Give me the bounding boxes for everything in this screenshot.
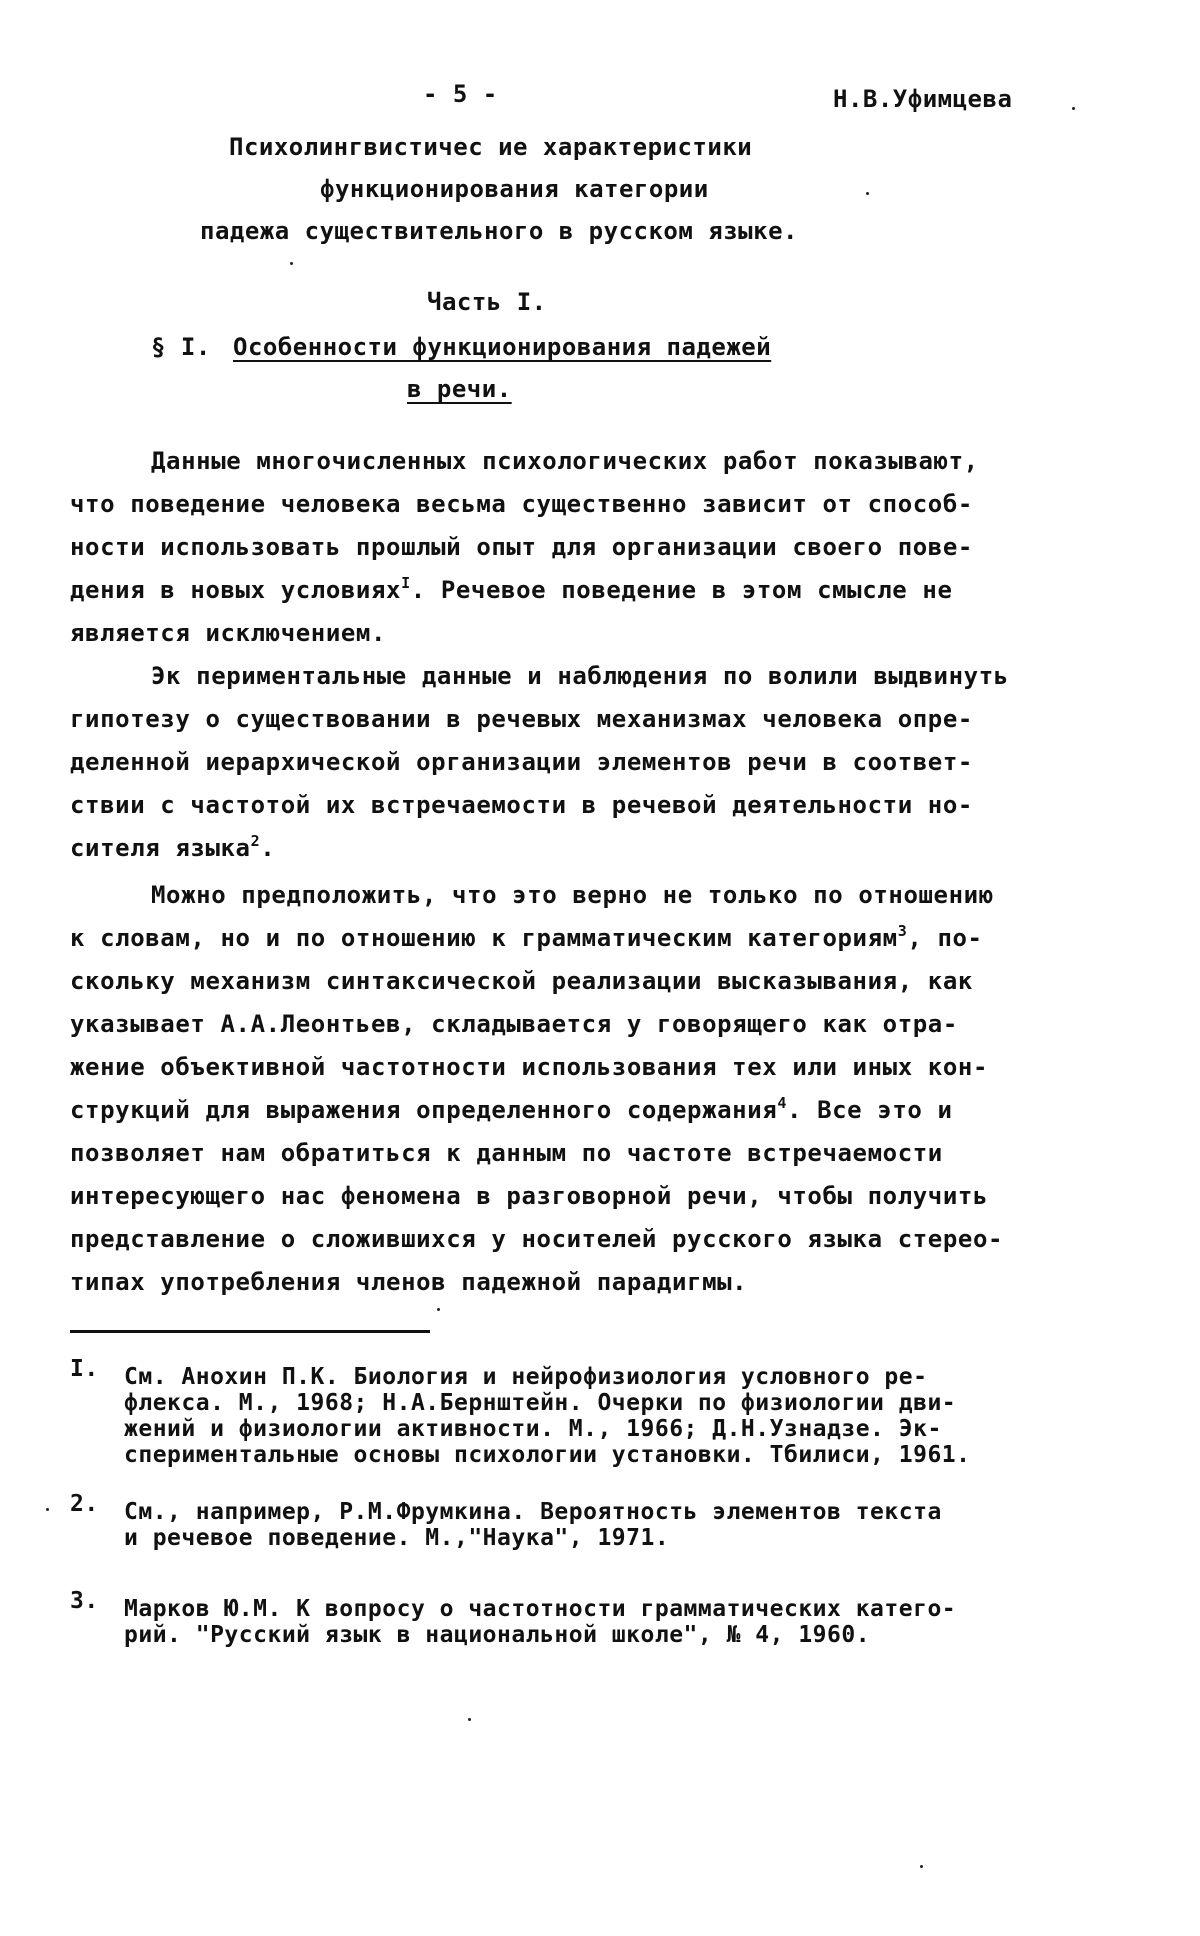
p2-line-5 [70,832,276,862]
footnote-ref-3: 3 [897,922,908,940]
p2-line-5-text-end: . [260,834,276,862]
p1-line-3: ности использовать прошлый опыт для организации своего пове- [70,533,973,561]
scan-speck [46,1508,49,1511]
footnote-1-line-3: жений и физиологии активности. М., 1966; Д.Н.Узнадзе. Эк- [124,1416,942,1442]
p2-line-3: деленной иерархической организации элементов речи в соответ- [70,748,973,776]
p3-line-6-text-end: . Все это и [786,1096,953,1124]
scan-speck [290,262,293,265]
footnote-ref-4: 4 [777,1094,787,1112]
scan-speck [866,192,869,195]
p3-line-1: Можно предположить, что это верно не только по отношению [151,881,994,909]
title-line-1: Психолингвистичес ие характеристики [229,133,753,161]
p2-line-1: Эк периментальные данные и наблюдения по волили выдвинуть [151,662,1009,690]
p2-line-5-text: сителя языка [70,834,251,862]
footnote-2-line-1: См., например, Р.М.Фрумкина. Вероятность элементов текста [124,1499,942,1525]
footnote-2-line-2: и речевое поведение. М.,"Наука", 1971. [124,1525,670,1551]
section-heading-line-1: Особенности функционирования падежей [233,333,772,361]
footnote-1-line-1: См. Анохин П.К. Биология и нейрофизиология условного ре- [124,1364,928,1390]
part-label: Часть I. [427,288,547,316]
footnote-divider [70,1330,430,1333]
footnote-1-number: I. [70,1356,99,1382]
footnote-3-number: 3. [70,1588,99,1614]
footnote-1-line-2: флекса. М., 1968; Н.А.Бернштейн. Очерки по физиологии дви- [124,1390,957,1416]
p3-line-7: позволяет нам обратиться к данным по частоте встречаемости [70,1139,943,1167]
p3-line-10: типах употребления членов падежной парадигмы. [70,1268,748,1296]
section-heading-line-2: в речи. [407,375,512,403]
p1-line-4 [70,574,953,604]
p3-line-6-text: струкций для выражения определенного содержания [70,1096,778,1124]
scan-speck [468,1718,471,1721]
p1-line-1: Данные многочисленных психологических работ показывают, [151,447,979,475]
title-line-3: падежа существительного в русском языке. [200,217,798,245]
p1-line-2: что поведение человека весьма существенно зависит от способ- [70,490,973,518]
author-name: Н.В.Уфимцева [833,85,1013,113]
footnote-2-number: 2. [70,1491,99,1517]
p3-line-2-text: к словам, но и по отношению к грамматическим категориям [70,924,898,952]
paragraph-sign: § I. [151,333,211,361]
scan-speck [1072,107,1075,110]
p1-line-4-text: дения в новых условиях [70,576,402,604]
footnote-1-line-4: спериментальные основы психологии установки. Тбилиси, 1961. [124,1442,971,1468]
p3-line-8: интересующего нас феномена в разговорной речи, чтобы получить [70,1182,989,1210]
p3-line-5: жение объективной частотности использования тех или иных кон- [70,1053,989,1081]
page-number: - 5 - [423,80,498,108]
p3-line-2 [70,922,983,952]
footnote-ref-2: 2 [250,832,261,850]
p3-line-3: скольку механизм синтаксической реализации высказывания, как [70,967,973,995]
p3-line-9: представление о сложившихся у носителей русского языка стерео- [70,1225,1004,1253]
footnote-3-line-2: рий. "Русский язык в национальной школе", № 4, 1960. [124,1622,871,1648]
title-line-2: функционирования категории [320,175,709,203]
p2-line-2: гипотезу о существовании в речевых механизмах человека опре- [70,705,973,733]
footnote-3-line-1: Марков Ю.М. К вопросу о частотности грамматических катего- [124,1596,957,1622]
p1-line-5: является исключением. [70,619,387,647]
p3-line-4: указывает А.А.Леонтьев, складывается у говорящего как отра- [70,1010,958,1038]
p2-line-4: ствии с частотой их встречаемости в речевой деятельности но- [70,791,973,819]
p1-line-4-text-end: . Речевое поведение в этом смысле не [410,576,953,604]
p3-line-2-text-end: , по- [907,924,983,952]
footnote-ref-1: I [401,574,411,592]
scan-speck [437,1308,440,1311]
scan-speck [920,1865,923,1868]
p3-line-6 [70,1094,953,1124]
